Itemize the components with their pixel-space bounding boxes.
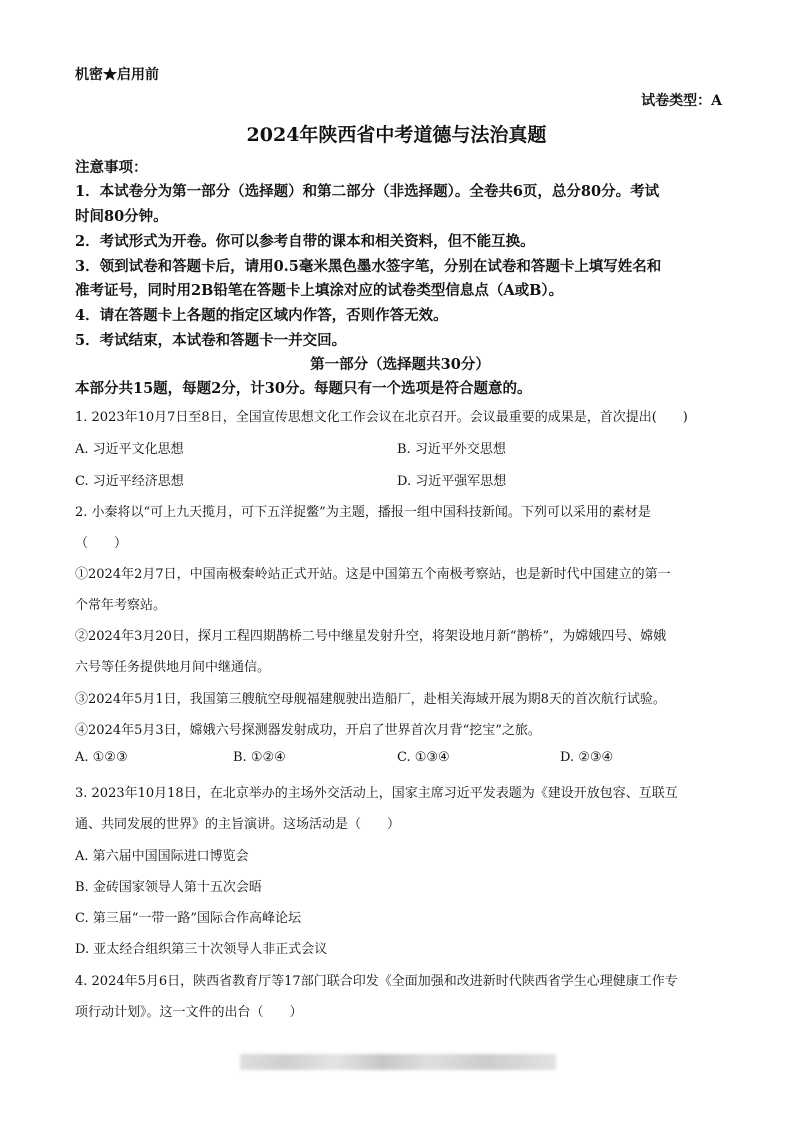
q2-item: ①2024年2月7日，中国南极秦岭站正式开站。这是中国第五个南极考察站，也是新时代中国建立的第一 — [75, 567, 671, 582]
q3-option-b: B. 金砖国家领导人第十五次会晤 — [75, 880, 262, 895]
q2-item: 六号等任务提供地月间中继通信。 — [75, 660, 271, 675]
q2-option-c: C. ①③④ — [397, 750, 450, 765]
q2-item: ②2024年3月20日，探月工程四期鹊桥二号中继星发射升空，将架设地月新“鹊桥”，为嫦娥四号、嫦娥 — [75, 629, 667, 644]
q1-option-a: A. 习近平文化思想 — [75, 442, 184, 457]
part1-heading: 第一部分（选择题共30分） — [310, 356, 490, 373]
blurred-footer — [240, 1054, 556, 1070]
q2-item: 个常年考察站。 — [75, 598, 167, 613]
q1-stem: 1. 2023年10月7日至8日，全国宣传思想文化工作会议在北京召开。会议最重要的成果是，首次提出( ) — [75, 410, 688, 425]
q3-option-c: C. 第三届“一带一路”国际合作高峰论坛 — [75, 911, 302, 926]
q4-stem-cont: 项行动计划》。这一文件的出台（ ） — [75, 1005, 303, 1020]
q4-stem: 4. 2024年5月6日，陕西省教育厅等17部门联合印发《全面加强和改进新时代陕西省学生心理健康工作专 — [75, 974, 678, 989]
q1-option-d: D. 习近平强军思想 — [397, 474, 507, 489]
q2-stem: 2. 小秦将以“可上九天揽月，可下五洋捉鳖”为主题，播报一组中国科技新闻。下列可以采用的素材是 — [75, 505, 651, 520]
note-line: 4．请在答题卡上各题的指定区域内作答，否则作答无效。 — [75, 307, 448, 324]
q1-option-b: B. 习近平外交思想 — [397, 442, 506, 457]
q3-option-a: A. 第六届中国国际进口博览会 — [75, 849, 249, 864]
q3-stem: 3. 2023年10月18日，在北京举办的主场外交活动上，国家主席习近平发表题为《建设开放包容、互联互 — [75, 786, 678, 801]
note-line: 3．领到试卷和答题卡后，请用0.5毫米黑色墨水签字笔，分别在试卷和答题卡上填写姓名和 — [75, 258, 662, 275]
note-line: 1．本试卷分为第一部分（选择题）和第二部分（非选择题）。全卷共6页，总分80分。考试 — [75, 183, 660, 200]
confidential-label: 机密★启用前 — [75, 67, 159, 83]
note-line: 准考证号，同时用2B铅笔在答题卡上填涂对应的试卷类型信息点（A或B）。 — [75, 282, 564, 299]
q2-option-b: B. ①②④ — [233, 750, 286, 765]
q2-item: ④2024年5月3日，嫦娥六号探测器发射成功，开启了世界首次月背“挖宝”之旅。 — [75, 723, 541, 738]
part1-instruction: 本部分共15题，每题2分，计30分。每题只有一个选项是符合题意的。 — [75, 380, 532, 397]
q1-option-c: C. 习近平经济思想 — [75, 474, 184, 489]
notes-heading: 注意事项： — [75, 159, 148, 176]
page-title: 2024年陕西省中考道德与法治真题 — [246, 124, 547, 146]
note-line: 5．考试结束，本试卷和答题卡一并交回。 — [75, 332, 347, 349]
q3-option-d: D. 亚太经合组织第三十次领导人非正式会议 — [75, 942, 328, 957]
note-line: 时间80分钟。 — [75, 208, 168, 225]
q2-option-d: D. ②③④ — [560, 750, 614, 765]
paper-type-label: 试卷类型：A — [641, 93, 722, 109]
q2-item: ③2024年5月1日，我国第三艘航空母舰福建舰驶出造船厂，赴相关海域开展为期8天的首次航行试验。 — [75, 692, 666, 707]
q3-stem-cont: 通、共同发展的世界》的主旨演讲。这场活动是（ ） — [75, 817, 401, 832]
note-line: 2．考试形式为开卷。你可以参考自带的课本和相关资料，但不能互换。 — [75, 233, 535, 250]
q2-stem-blank: （ ） — [75, 536, 128, 551]
q2-option-a: A. ①②③ — [75, 750, 128, 765]
